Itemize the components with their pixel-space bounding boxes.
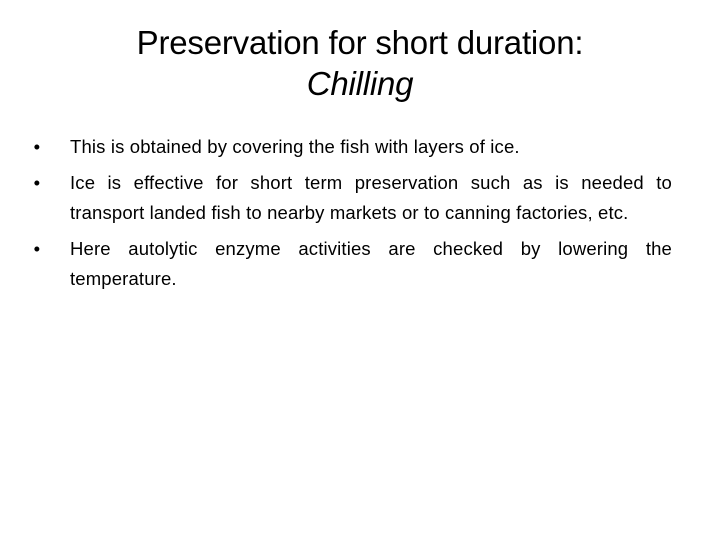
bullet-item — [24, 132, 672, 162]
bullet-text: Here autolytic enzyme activities are checked by lowering the temperature. — [70, 238, 672, 289]
bullet-item — [24, 168, 672, 228]
title-line-1: Preservation for short duration: — [136, 24, 584, 61]
bullet-icon: • — [33, 238, 41, 259]
bullet-item — [24, 234, 672, 294]
bullet-text: Ice is effective for short term preservation such as is needed to transport landed fish to nearby markets or to canning factories, etc. — [70, 172, 672, 223]
bullet-text: This is obtained by covering the fish with layers of ice. — [70, 136, 520, 157]
bullet-list — [24, 132, 672, 300]
bullet-icon: • — [33, 172, 41, 193]
title-line-2: Chilling — [306, 65, 414, 102]
slide-title — [60, 22, 660, 104]
bullet-icon: • — [33, 136, 41, 157]
